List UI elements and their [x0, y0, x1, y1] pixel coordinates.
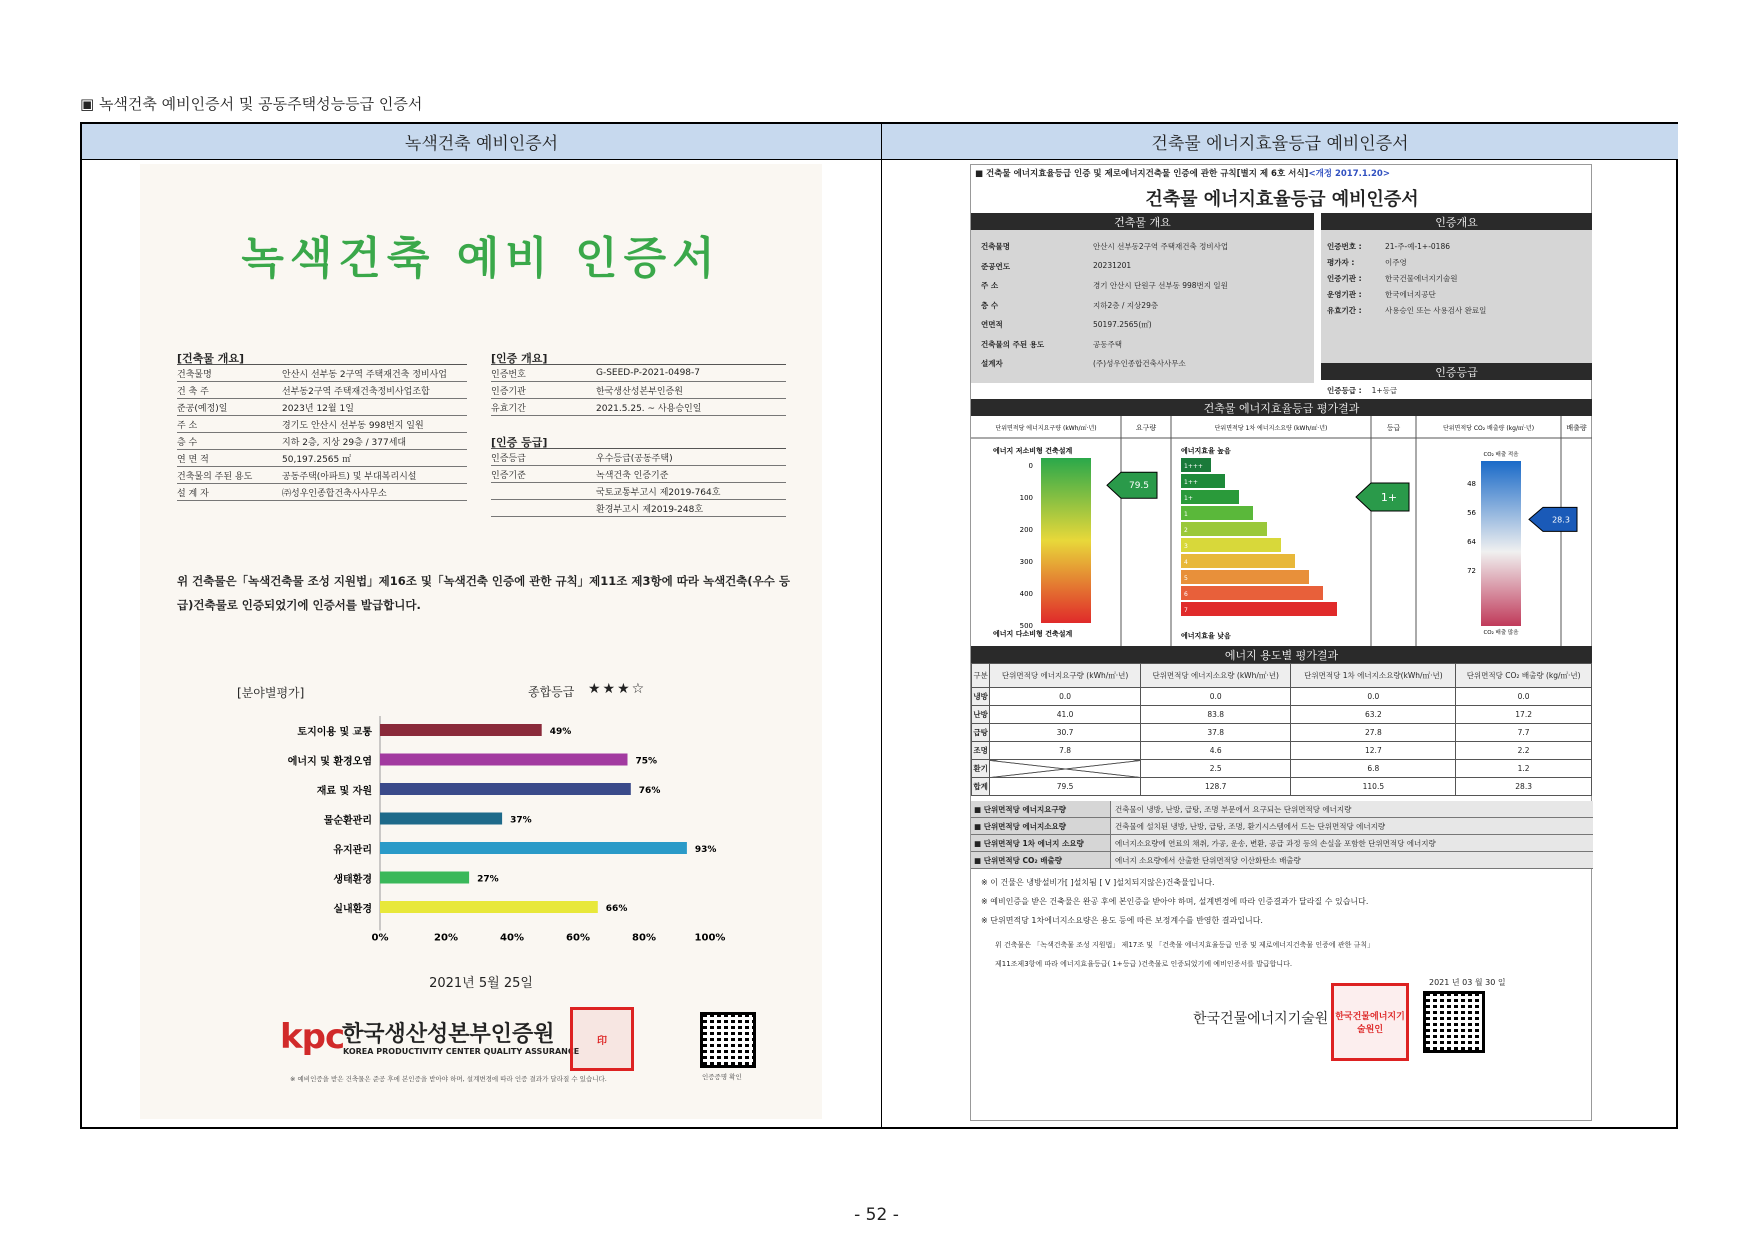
- co2-tick: 56: [1467, 509, 1476, 517]
- left-header: 녹색건축 예비인증서: [82, 124, 881, 160]
- column-header: 단위면적당 에너지요구량 (kWh/㎡·년): [990, 664, 1141, 688]
- definition-term: ■ 단위면적당 1차 에너지 소요량: [971, 835, 1111, 851]
- cell: 28.3: [1456, 778, 1592, 796]
- demand-bottom-label: 에너지 다소비형 건축설계: [993, 630, 1073, 638]
- row-key: 건축물명: [981, 242, 1010, 251]
- official-seal: 한국건물에너지기술원인: [1331, 983, 1409, 1061]
- issue-date: 2021년 5월 25일: [429, 976, 533, 991]
- cell: 30.7: [990, 724, 1141, 742]
- building-overview-heading: [건축물 개요]: [177, 352, 245, 365]
- definition-term: ■ 단위면적당 에너지소요량: [971, 818, 1111, 834]
- grade-step: [1181, 602, 1337, 616]
- definition-term: ■ 단위면적당 에너지요구량: [971, 801, 1111, 817]
- tick-label: 100%: [694, 932, 726, 944]
- cell: 41.0: [990, 706, 1141, 724]
- co2-bottom-label: CO₂ 배출 많음: [1483, 630, 1519, 636]
- total-grade-stars: ★★★☆: [588, 681, 647, 697]
- table-row: [491, 365, 786, 382]
- bar: [380, 872, 469, 884]
- row-value: 한국생산성본부인증원: [596, 386, 683, 397]
- row-value: 한국에너지공단: [1385, 290, 1436, 299]
- row-key: 층 수: [981, 300, 999, 310]
- row-key: 층 수: [177, 437, 198, 448]
- cell: 79.5: [990, 778, 1141, 796]
- table-row: [177, 416, 467, 433]
- definition-row: [971, 835, 1593, 852]
- eval-label: [분야별평가]: [237, 686, 305, 700]
- cell: 7.8: [990, 742, 1141, 760]
- certificate-title: 녹색건축 예비 인증서: [241, 233, 721, 284]
- table-row: [972, 706, 1592, 724]
- energy-eval-graphics: [971, 416, 1593, 646]
- cert-overview-heading: [인증 개요]: [491, 352, 548, 365]
- certificate-title: 건축물 에너지효율등급 예비인증서: [1145, 189, 1419, 210]
- issue-date: 2021 년 03 월 30 일: [1429, 978, 1506, 987]
- definition-row: [971, 801, 1593, 818]
- eval-col-header: 요구량: [1135, 424, 1157, 432]
- cert-overview-row: [1327, 305, 1486, 316]
- eval-col-header: 단위면적당 CO₂ 배출량 (kg/㎡·년): [1442, 425, 1535, 432]
- row-value: 국토교통부고시 제2019-764호: [596, 487, 721, 498]
- category-label: 유지관리: [333, 845, 372, 856]
- co2-value: 28.3: [1552, 515, 1570, 525]
- value-label: 27%: [477, 874, 499, 885]
- cell: 128.7: [1140, 778, 1291, 796]
- bar: [380, 754, 628, 766]
- grade-step: [1181, 522, 1267, 536]
- definition-term: ■ 단위면적당 CO₂ 배출량: [971, 852, 1111, 868]
- bldg-overview-row: [981, 300, 1158, 311]
- cell: 63.2: [1291, 706, 1456, 724]
- column-header: 구분: [972, 664, 990, 688]
- table-row: [491, 399, 786, 416]
- page-number: - 52 -: [854, 1205, 899, 1225]
- certificate-table: [80, 122, 1678, 1129]
- issuer-name: 한국생산성본부인증원: [342, 1022, 555, 1047]
- demand-tick: 400: [1019, 590, 1033, 598]
- cell: 0.0: [1456, 688, 1592, 706]
- green-building-certificate: [140, 164, 822, 1119]
- grade-step: [1181, 586, 1323, 600]
- eval-col-header: 단위면적당 에너지요구량 (kWh/㎡·년): [995, 425, 1097, 432]
- row-label: 난방: [972, 706, 990, 724]
- certificate-statement: 위 건축물은「녹색건축물 조성 지원법」제16조 및「녹색건축 인증에 관한 규칙」제11조 제3항에 따라 녹색건축(우수 등급)건축물로 인증되었기에 인증서를 발급합니다.: [177, 574, 790, 612]
- row-label: 냉방: [972, 688, 990, 706]
- grade-step-label: 5: [1184, 575, 1188, 582]
- cert-overview-row: [1327, 289, 1436, 300]
- note-1: ※ 이 건물은 냉방설비가[ ]설치됨 [ V ]설치되지않은)건축물입니다.: [981, 878, 1215, 887]
- co2-tick: 48: [1467, 480, 1476, 488]
- cell: 37.8: [1140, 724, 1291, 742]
- bldg-overview-row: [981, 261, 1131, 272]
- bldg-overview-row: [981, 280, 1228, 291]
- row-key: 준공연도: [981, 261, 1010, 271]
- column-header: 단위면적당 1차 에너지소요량(kWh/㎡·년): [1291, 664, 1456, 688]
- row-value: 안산시 선부동2구역 주택재건축 정비사업: [1093, 242, 1229, 251]
- row-key: 건축물의 주된 용도: [981, 339, 1045, 349]
- row-label: 합계: [972, 778, 990, 796]
- row-value: 안산시 선부동 2구역 주택재건축 정비사업: [282, 369, 447, 380]
- eval-col-header: 등급: [1386, 424, 1401, 432]
- row-key: 건축물명: [177, 369, 212, 380]
- grade-step-label: 1+: [1184, 495, 1193, 502]
- row-value: 선부동2구역 주택재건축정비사업조합: [282, 386, 430, 397]
- row-value: 2021.5.25. ~ 사용승인일: [596, 403, 702, 414]
- eff-top-label: 에너지효율 높음: [1181, 447, 1231, 455]
- row-key: 설 계 자: [177, 488, 209, 499]
- cell: 1.2: [1456, 760, 1592, 778]
- table-row: [177, 433, 467, 450]
- cert-overview-row: [1327, 257, 1407, 268]
- grade-step-label: 1: [1184, 511, 1188, 518]
- cell: 27.8: [1291, 724, 1456, 742]
- bar: [380, 783, 631, 795]
- row-value: 환경부고시 제2019-248호: [596, 504, 704, 515]
- cert-overview-table: [491, 364, 786, 416]
- definition-row: [971, 818, 1593, 835]
- table-row: [177, 365, 467, 382]
- demand-value: 79.5: [1128, 481, 1150, 492]
- category-label: 생태환경: [333, 874, 372, 886]
- issuer-name: 한국건물에너지기술원: [1193, 1011, 1329, 1027]
- co2-top-label: CO₂ 배출 적음: [1483, 452, 1519, 458]
- tick-label: 80%: [632, 932, 656, 944]
- row-key: 인증번호: [491, 369, 526, 380]
- table-row: [972, 778, 1592, 796]
- value-label: 93%: [694, 845, 717, 855]
- cert-overview-heading: 인증개요: [1321, 213, 1592, 230]
- cert-grade-heading: 인증등급: [1321, 363, 1592, 380]
- definitions: [971, 801, 1593, 869]
- table-row: [177, 382, 467, 399]
- row-key: 유효기간 :: [1327, 306, 1362, 315]
- row-key: 인증등급: [491, 453, 526, 464]
- category-label: 재료 및 자원: [316, 786, 372, 797]
- co2-tick: 64: [1467, 538, 1476, 546]
- row-label: 조명: [972, 742, 990, 760]
- table-row: [177, 484, 467, 501]
- demand-tick: 300: [1019, 558, 1033, 566]
- table-row: [972, 688, 1592, 706]
- grade-step-label: 3: [1184, 543, 1188, 550]
- cell: 12.7: [1291, 742, 1456, 760]
- statement-line-1: 위 건축물은 「녹색건축물 조성 지원법」 제17조 및 「건축물 에너지효율등급 인증 및 제로에너지건축물 인증에 관한 규칙」: [995, 941, 1375, 949]
- row-key: 건 축 주: [177, 386, 209, 397]
- value-label: 75%: [635, 756, 658, 767]
- right-header: 건축물 에너지효율등급 예비인증서: [882, 124, 1678, 160]
- table-row: [491, 382, 786, 399]
- grade-step: [1181, 506, 1253, 520]
- demand-tick: 100: [1019, 494, 1033, 502]
- cell: 0.0: [990, 688, 1141, 706]
- row-value: G-SEED-P-2021-0498-7: [596, 368, 700, 378]
- row-value: ㈜성우인종합건축사사무소: [282, 488, 387, 499]
- row-value: 21-주-예-1+-0186: [1385, 242, 1451, 251]
- table-row: [972, 760, 1592, 778]
- table-row: [491, 449, 786, 466]
- row-key: 유효기간: [491, 403, 526, 414]
- cell: 7.7: [1456, 724, 1592, 742]
- co2-tick: 72: [1467, 567, 1476, 575]
- value-label: 66%: [605, 904, 628, 914]
- eval-col-header: 배출량: [1566, 424, 1587, 432]
- row-value: 지하2층 / 지상29층: [1093, 300, 1159, 310]
- row-key: 운영기관 :: [1327, 290, 1362, 299]
- definition-row: [971, 852, 1593, 869]
- row-key: 인증번호 :: [1327, 242, 1362, 251]
- row-value: (주)성우인종합건축사사무소: [1093, 359, 1186, 368]
- grade-step-label: 2: [1184, 527, 1188, 534]
- bar: [380, 813, 502, 825]
- bldg-overview-row: [981, 319, 1152, 330]
- column-divider: [881, 124, 882, 1127]
- column-header: 단위면적당 에너지소요량 (kWh/㎡·년): [1140, 664, 1291, 688]
- definition-text: 건축물이 냉방, 난방, 급탕, 조명 부문에서 요구되는 단위면적당 에너지량: [1111, 801, 1593, 817]
- use-eval-heading: 에너지 용도별 평가결과: [971, 646, 1592, 663]
- bldg-overview-row: [981, 339, 1122, 350]
- definition-text: 에너지소요량에 연료의 채취, 가공, 운송, 변환, 공급 과정 등의 손실을 포함한 단위면적당 에너지량: [1111, 835, 1593, 851]
- row-label: 환기: [972, 760, 990, 778]
- eff-bottom-label: 에너지효율 낮음: [1181, 632, 1231, 640]
- table-row: [972, 742, 1592, 760]
- total-grade-label: 종합등급: [528, 685, 575, 699]
- row-value: 공동주택(아파트) 및 부대복리시설: [282, 471, 417, 482]
- row-value: 사용승인 또는 사용검사 완료일: [1385, 306, 1487, 315]
- column-header: 단위면적당 CO₂ 배출량 (kg/㎡·년): [1456, 664, 1592, 688]
- grade-step-label: 7: [1184, 607, 1188, 614]
- cert-overview-row: [1327, 273, 1457, 284]
- statement-line-2: 제11조제3항에 따라 에너지효율등급( 1+등급 )건축물로 인증되었기에 예비인증서를 발급합니다.: [995, 960, 1293, 968]
- definition-text: 에너지 소요량에서 산출한 단위면적당 이산화탄소 배출량: [1111, 852, 1593, 868]
- table-row: [491, 466, 786, 483]
- table-row: [177, 450, 467, 467]
- use-eval-table: [971, 663, 1592, 796]
- bldg-overview-row: [981, 241, 1228, 252]
- co2-scale-bar: [1481, 461, 1521, 626]
- note-2: ※ 예비인증을 받은 건축물은 완공 후에 본인증을 받아야 하며, 설계변경에 따라 인증결과가 달라질 수 있습니다.: [981, 897, 1369, 906]
- category-label: 토지이용 및 교통: [297, 727, 372, 738]
- tick-label: 20%: [434, 932, 458, 944]
- row-value: 지하 2층, 지상 29층 / 377세대: [282, 437, 407, 448]
- category-label: 에너지 및 환경오염: [287, 756, 372, 768]
- cell: 6.8: [1291, 760, 1456, 778]
- bldg-overview-row: [981, 358, 1186, 369]
- category-label: 물순환관리: [323, 815, 372, 827]
- eval-heading: 건축물 에너지효율등급 평가결과: [971, 399, 1592, 416]
- grade-value: 1+: [1380, 491, 1398, 504]
- row-value: 공동주택: [1093, 339, 1122, 349]
- row-value: 2023년 12월 1일: [282, 403, 354, 414]
- row-value: 이주영: [1385, 258, 1407, 267]
- cell: [990, 760, 1141, 778]
- footnote: ※ 예비인증을 받은 건축물은 준공 후에 본인증을 받아야 하며, 설계변경에 따라 인증 결과가 달라질 수 있습니다.: [290, 1075, 607, 1083]
- kpc-logo: kpc: [280, 1017, 345, 1057]
- cell: 0.0: [1140, 688, 1291, 706]
- row-key: 건축물의 주된 용도: [177, 471, 253, 482]
- cert-overview-row: [1327, 241, 1450, 252]
- demand-scale-bar: [1041, 458, 1091, 623]
- demand-tick: 500: [1019, 622, 1033, 630]
- demand-tick: 0: [1028, 462, 1033, 470]
- row-key: 연면적: [981, 320, 1003, 329]
- cell: 2.5: [1140, 760, 1291, 778]
- row-value: 20231201: [1093, 260, 1132, 270]
- table-row: [972, 724, 1592, 742]
- qr-code: [700, 1012, 756, 1068]
- category-bar-chart: [140, 704, 822, 944]
- form-reference: ■ 건축물 에너지효율등급 인증 및 제로에너지건축물 인증에 관한 규칙[별지 제 6호 서식]<개정 2017.1.20>: [975, 169, 1390, 179]
- cert-grade-row: 인증등급 : 1+등급: [1327, 386, 1398, 395]
- row-label: 급탕: [972, 724, 990, 742]
- row-value: 경기 안산시 단원구 선부동 998번지 일원: [1093, 281, 1228, 290]
- grade-step-label: 4: [1184, 559, 1188, 566]
- cert-grade-heading: [인증 등급]: [491, 436, 548, 449]
- grade-step-label: 6: [1184, 591, 1188, 598]
- definition-text: 건축물에 설치된 냉방, 난방, 급탕, 조명, 환기시스템에서 드는 단위면적당 에너지량: [1111, 818, 1593, 834]
- row-key: 평가자 :: [1327, 258, 1355, 267]
- row-value: 녹색건축 인증기준: [596, 470, 669, 481]
- row-value: 경기도 안산시 선부동 998번지 일원: [282, 420, 424, 431]
- cert-grade-table: [491, 448, 786, 517]
- bar: [380, 724, 542, 736]
- qr-caption: 인증증명 확인: [702, 1073, 742, 1081]
- cell: 0.0: [1291, 688, 1456, 706]
- bar: [380, 842, 687, 854]
- tick-label: 0%: [371, 932, 389, 944]
- qr-code: [1423, 991, 1485, 1053]
- row-key: 인증기준: [491, 470, 526, 481]
- category-label: 실내환경: [333, 904, 372, 915]
- table-row: [177, 399, 467, 416]
- row-key: 주 소: [981, 281, 999, 290]
- building-overview-table: [177, 364, 467, 501]
- official-seal: 印: [570, 1007, 634, 1071]
- section-title: ▣ 녹색건축 예비인증서 및 공동주택성능등급 인증서: [80, 95, 423, 113]
- table-row: [491, 500, 786, 517]
- grade-step-label: 1++: [1184, 479, 1198, 486]
- eval-col-header: 단위면적당 1차 에너지소요량 (kWh/㎡·년): [1214, 425, 1328, 432]
- demand-top-label: 에너지 저소비형 건축설계: [993, 447, 1073, 455]
- row-key: 인증기관: [491, 386, 526, 397]
- tick-label: 60%: [566, 932, 590, 944]
- row-value: 50197.2565(㎡): [1093, 320, 1152, 329]
- bar: [380, 901, 598, 913]
- issuer-english-name: KOREA PRODUCTIVITY CENTER QUALITY ASSURANCE: [343, 1047, 580, 1056]
- row-key: 연 면 적: [177, 454, 209, 465]
- row-key: 주 소: [177, 420, 198, 431]
- grade-step: [1181, 570, 1309, 584]
- row-value: 우수등급(공동주택): [596, 453, 673, 464]
- tick-label: 40%: [500, 932, 524, 944]
- grade-step: [1181, 538, 1281, 552]
- grade-step: [1181, 554, 1295, 568]
- cell: 4.6: [1140, 742, 1291, 760]
- cell: 2.2: [1456, 742, 1592, 760]
- cell: 83.8: [1140, 706, 1291, 724]
- cell: 110.5: [1291, 778, 1456, 796]
- table-row: [177, 467, 467, 484]
- row-value: 한국건물에너지기술원: [1385, 274, 1458, 283]
- value-label: 49%: [549, 727, 572, 737]
- demand-tick: 200: [1019, 526, 1033, 534]
- row-key: 인증기관 :: [1327, 274, 1362, 283]
- value-label: 76%: [638, 786, 661, 796]
- bldg-overview-heading: 건축물 개요: [971, 213, 1314, 230]
- note-3: ※ 단위면적당 1차에너지소요량은 용도 등에 따른 보정계수를 반영한 결과입니다.: [981, 916, 1263, 925]
- energy-efficiency-certificate: [970, 164, 1592, 1121]
- row-value: 50,197.2565 ㎡: [282, 454, 352, 465]
- row-key: 준공(예정)일: [177, 403, 228, 414]
- row-key: 설계자: [981, 359, 1003, 368]
- cell: 17.2: [1456, 706, 1592, 724]
- value-label: 37%: [510, 815, 532, 826]
- table-row: [491, 483, 786, 500]
- grade-step-label: 1+++: [1184, 463, 1203, 470]
